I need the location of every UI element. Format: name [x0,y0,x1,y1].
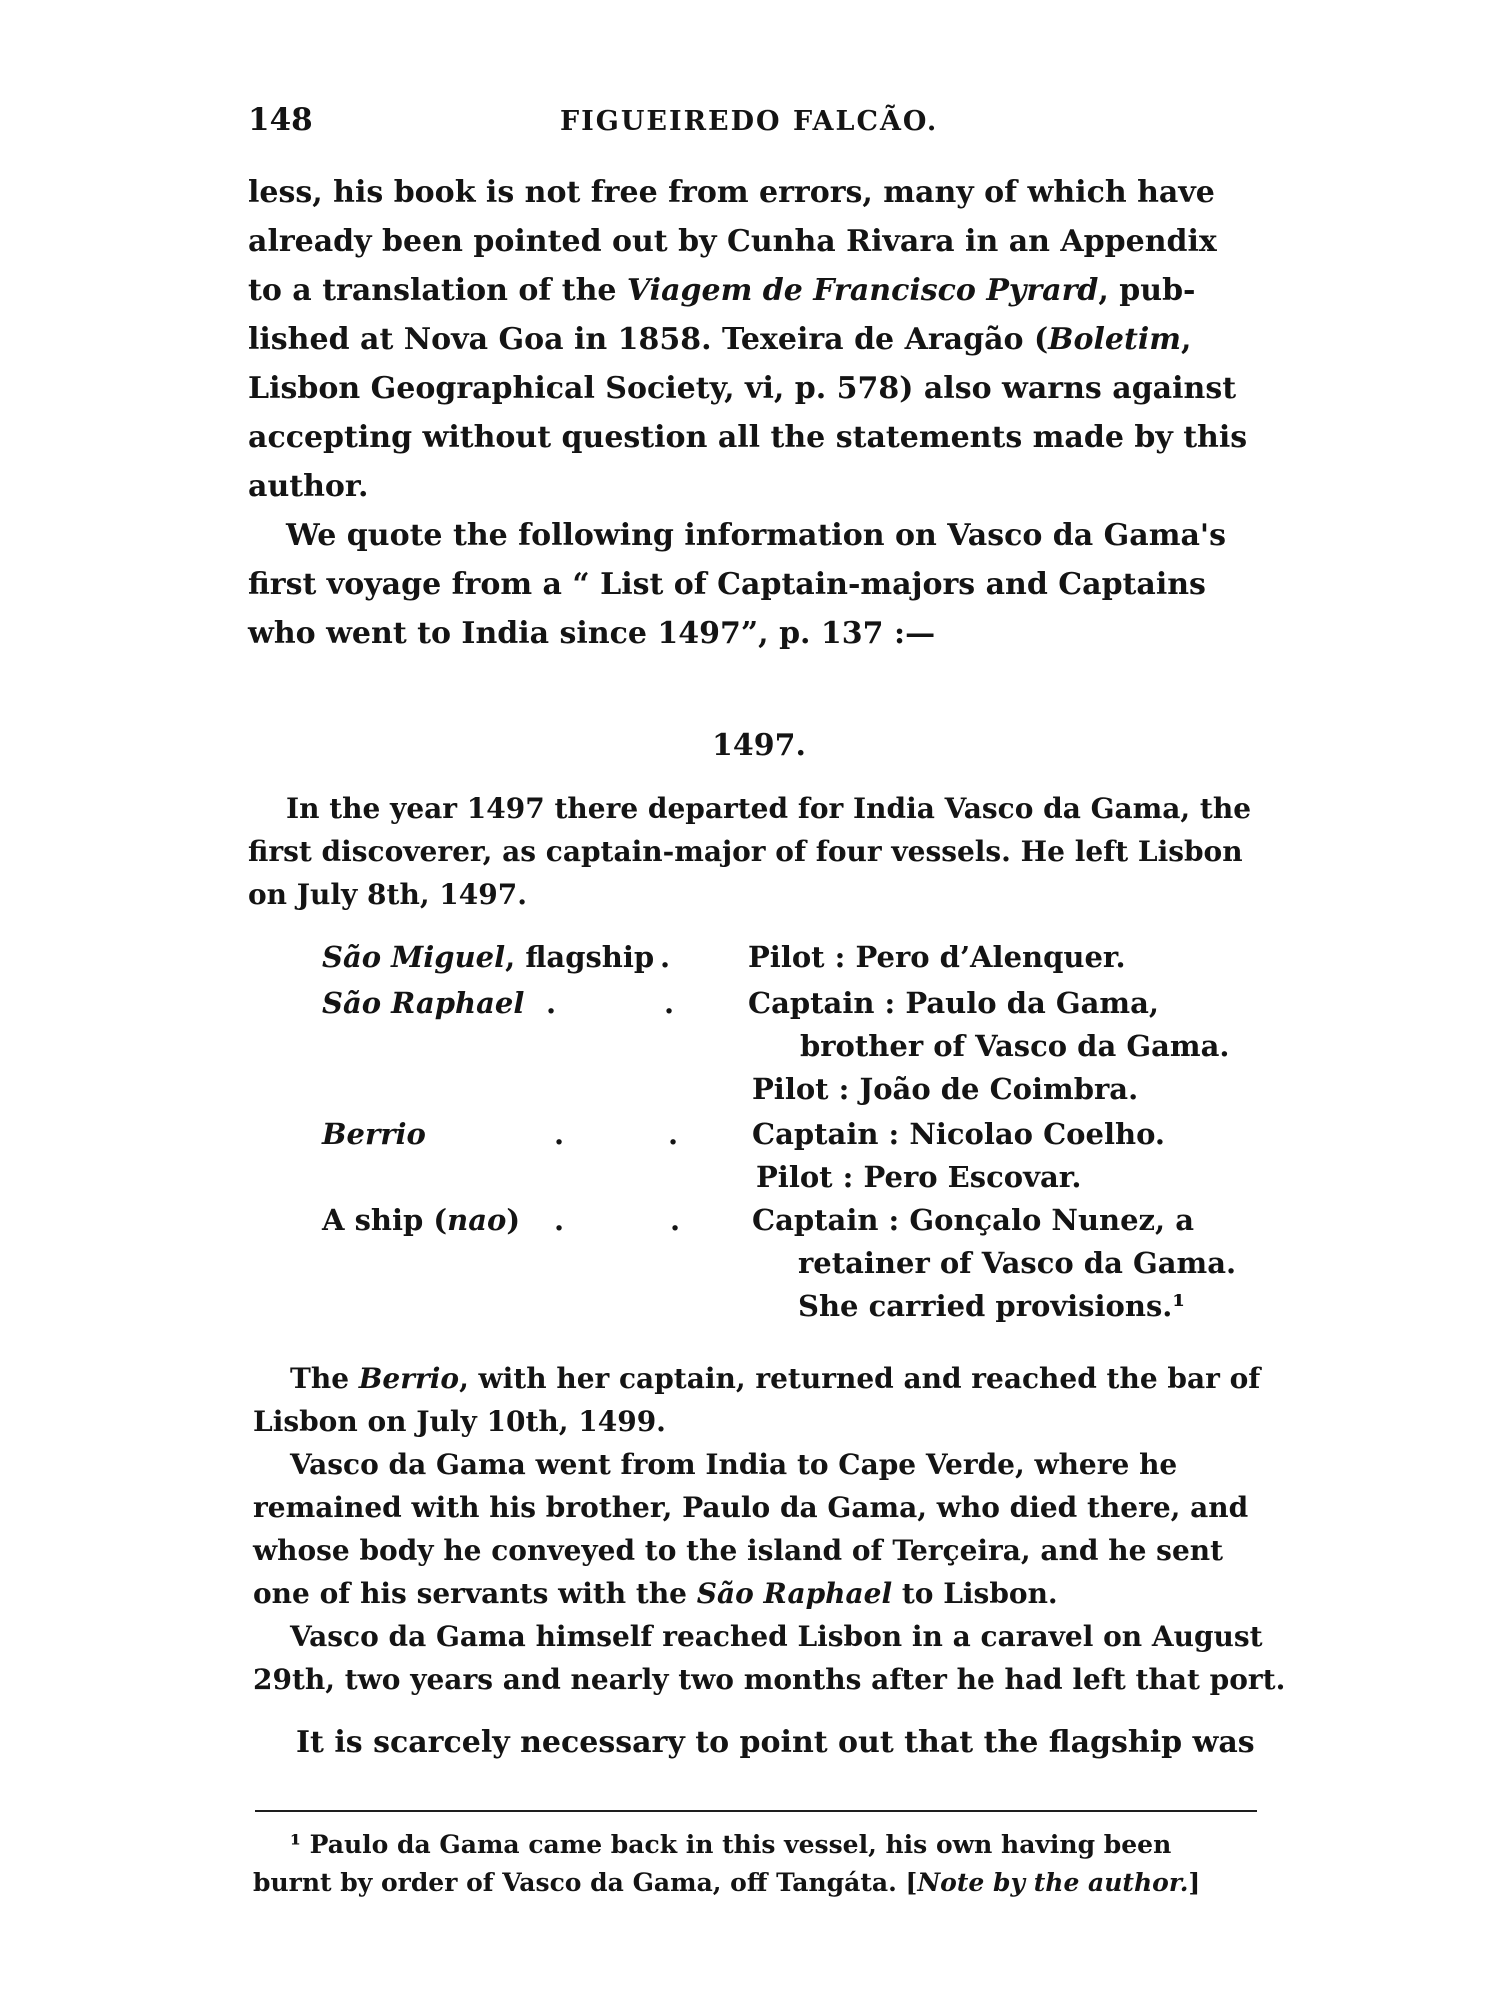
para3-line2: Lisbon on July 10th, 1499. [253,1405,666,1438]
footnote-note-by-author: Note by the author. [917,1868,1189,1897]
para2-line2: first voyage from a “ List of Captain-majors and Captains [248,567,1206,602]
year-heading: 1497. [712,728,806,763]
ship-detail: She carried provisions.¹ [798,1289,1186,1323]
ship-detail: Captain : Paulo da Gama, [748,986,1159,1020]
ship-detail: Pilot : Pero d’Alenquer. [748,940,1126,974]
para4-line1: Vasco da Gama went from India to Cape Verde, where he [290,1448,1178,1481]
ship-name-suffix: ) [506,1203,521,1237]
para3-line1 [290,1362,1260,1395]
leader-dot: . [670,1203,681,1237]
ship-italic-name: São Miguel [322,940,506,974]
book-title-viagem: Viagem de Francisco Pyrard [626,273,1099,308]
running-header [248,102,1254,142]
ship-italic-name: nao [447,1203,507,1237]
para3-line1-text: The [290,1362,359,1395]
para3-line1-end: , with her captain, returned and reached the bar of [459,1362,1261,1395]
para1-line3-text: to a translation of the [248,273,627,308]
para5-line2: 29th, two years and nearly two months after he had left that port. [253,1663,1286,1696]
para5-line1: Vasco da Gama himself reached Lisbon in a caravel on August [290,1620,1263,1653]
para1-line3 [248,273,1196,308]
ship-italic-name: São Raphael [322,986,525,1020]
ship-detail: retainer of Vasco da Gama. [798,1246,1237,1280]
journal-title-boletim: Boletim [1048,322,1182,357]
para1-line3-end: , pub- [1098,273,1196,308]
para4-line4-text: one of his servants with the [253,1577,697,1610]
ship-detail: brother of Vasco da Gama. [800,1029,1230,1063]
para2-line1: We quote the following information on Vasco da Gama's [286,518,1226,553]
entry-line1: In the year 1497 there departed for India Vasco da Gama, the [286,792,1252,825]
entry-line2: first discoverer, as captain-major of four vessels. He left Lisbon [248,835,1243,868]
footnote-rule [255,1810,1257,1812]
para1-line2: already been pointed out by Cunha Rivara in an Appendix [248,224,1217,259]
para4-line4-end: to Lisbon. [892,1577,1058,1610]
footnote-line2 [253,1868,1200,1897]
leader-dot: . [664,986,675,1020]
para1-line7: author. [248,469,369,504]
leader-dot: . [668,1117,679,1151]
footnote-line1: ¹ Paulo da Gama came back in this vessel, his own having been [290,1830,1172,1859]
para1-line1: less, his book is not free from errors, many of which have [248,175,1215,210]
para1-line4-end: , [1181,322,1192,357]
para4-line2: remained with his brother, Paulo da Gama, who died there, and [253,1491,1249,1524]
para2-line3: who went to India since 1497”, p. 137 :— [248,616,936,651]
para4-line3: whose body he conveyed to the island of Terçeira, and he sent [253,1534,1224,1567]
para1-line4-text: lished at Nova Goa in 1858. Texeira de Aragão ( [248,322,1049,357]
leader-dot: . [554,1117,565,1151]
para1-line4 [248,322,1191,357]
ship-detail: Pilot : Pero Escovar. [756,1160,1082,1194]
ship-name-prefix: A ship ( [322,1203,448,1237]
running-title: FIGUEIREDO FALCÃO. [560,106,939,137]
para4-line4 [253,1577,1058,1610]
para1-line5: Lisbon Geographical Society, vi, p. 578) also warns against [248,371,1237,406]
ship-italic-name: Berrio [322,1117,426,1151]
ship-name-sao-raphael-inline: São Raphael [696,1577,893,1610]
ship-name-sao-miguel [322,940,654,974]
footnote-line2-text: burnt by order of Vasco da Gama, off Tangáta. [ [253,1868,918,1897]
leader-dot: . [546,986,557,1020]
ship-name-sao-raphael [322,986,524,1020]
entry-line3: on July 8th, 1497. [248,878,527,911]
ship-name-berrio [322,1117,426,1151]
page-number: 148 [248,102,313,138]
leader-dot: . [660,940,671,974]
ship-detail: Captain : Nicolao Coelho. [752,1117,1166,1151]
para1-line6: accepting without question all the statements made by this [248,420,1248,455]
para6-line1: It is scarcely necessary to point out that the flagship was [296,1725,1255,1760]
leader-dot: . [554,1203,565,1237]
ship-name-suffix: , flagship [505,940,655,974]
ship-name-berrio-inline: Berrio [358,1362,460,1395]
footnote-line2-end: ] [1188,1868,1201,1897]
ship-detail: Captain : Gonçalo Nunez, a [752,1203,1195,1237]
ship-detail: Pilot : João de Coimbra. [752,1072,1139,1106]
ship-name-nao [322,1203,520,1237]
